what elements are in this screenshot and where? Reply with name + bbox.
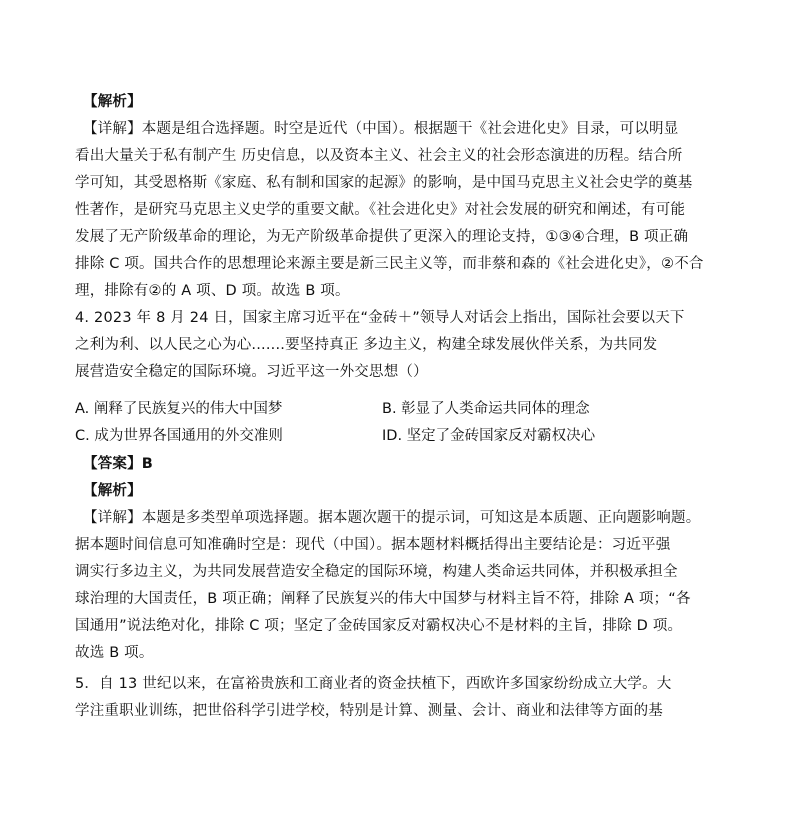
analysis-line: 据本题时间信息可知准确时空是：现代（中国）。据本题材料概括得出主要结论是：习近平强: [75, 537, 671, 553]
q4-answer-section: [75, 451, 725, 667]
analysis-line: 发展了无产阶级革命的理论，为无产阶级革命提供了更深入的理论支持，①③④合理，B 项正确: [75, 229, 689, 245]
q3-analysis-section: [75, 89, 725, 305]
analysis-heading: 【解析】: [83, 94, 142, 110]
analysis-line: 理，排除有②的 A 项、D 项。故选 B 项。: [75, 283, 350, 299]
q4-options-row-1: [75, 396, 725, 423]
analysis-line: 调实行多边主义，为共同发展营造安全稳定的国际环境，构建人类命运共同体，并积极承担全: [75, 564, 678, 580]
question-stem-line: 4. 2023 年 8 月 24 日，国家主席习近平在“金砖＋”领导人对话会上指出，国际社会要以天下: [75, 310, 685, 326]
question-stem-line: 展营造安全稳定的国际环境。习近平这一外交思想（）: [75, 364, 428, 380]
option-b: B. 彰显了人类命运共同体的理念: [382, 401, 590, 417]
question-stem-line: 学注重职业训练，把世俗科学引进学校，特别是计算、测量、会计、商业和法律等方面的基: [75, 703, 663, 719]
option-d: ID. 坚定了金砖国家反对霸权决心: [382, 428, 596, 444]
q4-stem: [75, 305, 725, 386]
analysis-line: 性著作，是研究马克思主义史学的重要文献。《社会进化史》对社会发展的研究和阐述，有可能: [75, 202, 686, 218]
option-a: A. 阐释了民族复兴的伟大中国梦: [75, 401, 283, 417]
analysis-line: 球治理的大国责任，B 项正确；阐释了民族复兴的伟大中国梦与材料主旨不符，排除 A 项；“各: [75, 591, 691, 607]
analysis-line: 国通用”说法绝对化，排除 C 项；坚定了金砖国家反对霸权决心不是材料的主旨，排除 D 项。: [75, 618, 683, 634]
question-stem-line: 之利为利、以人民之心为心.......要坚持真正 多边主义，构建全球发展伙伴关系，为共同发: [75, 337, 658, 353]
analysis-line: 排除 C 项。国共合作的思想理论来源主要是新三民主义等，而非蔡和森的《社会进化史》，②不合: [75, 256, 704, 272]
answer-label: 【答案】B: [83, 456, 154, 472]
option-c: C. 成为世界各国通用的外交准则: [75, 428, 283, 444]
analysis-line: 看出大量关于私有制产生 历史信息，以及资本主义、社会主义的社会形态演进的历程。结合所: [75, 148, 683, 164]
analysis-line: 【详解】本题是多类型单项选择题。据本题次题干的提示词，可知这是本质题、正向题影响题。: [83, 510, 701, 526]
q4-options-row-2: [75, 423, 725, 450]
analysis-line: 【详解】本题是组合选择题。时空是近代（中国）。根据题干《社会进化史》目录，可以明显: [83, 121, 679, 137]
analysis-line: 学可知，其受恩格斯《家庭、私有制和国家的起源》的影响，是中国马克思主义社会史学的奠基: [75, 175, 693, 191]
question-stem-line: 5．自 13 世纪以来，在富裕贵族和工商业者的资金扶植下，西欧许多国家纷纷成立大学。大: [75, 676, 672, 692]
analysis-heading: 【解析】: [83, 483, 142, 499]
analysis-line: 故选 B 项。: [75, 645, 154, 661]
q5-stem: [75, 671, 725, 725]
